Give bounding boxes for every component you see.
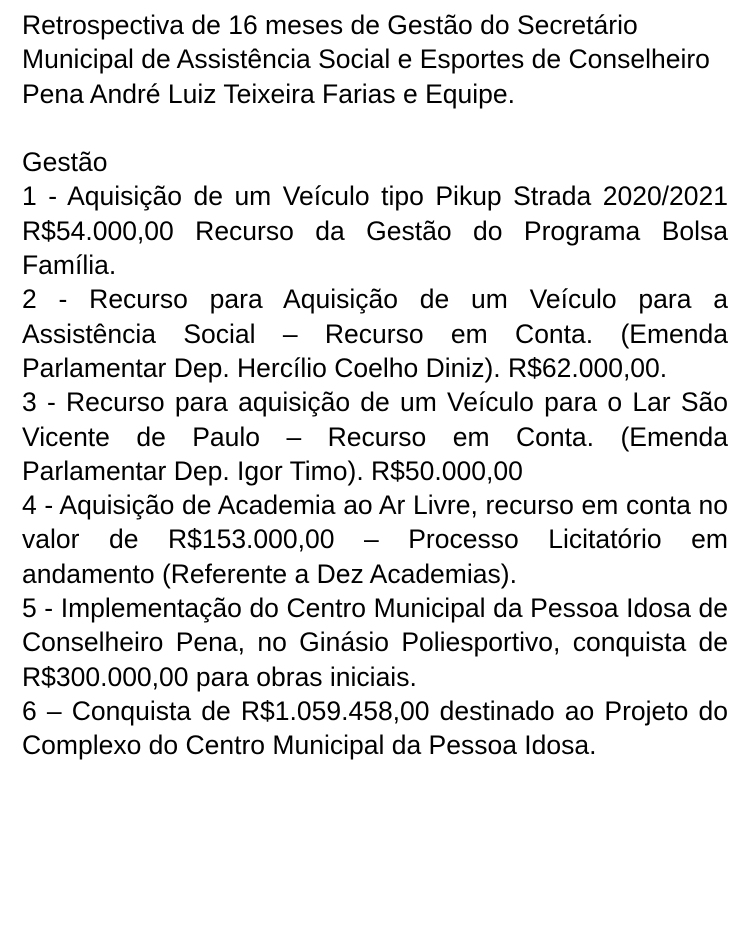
list-item: 2 - Recurso para Aquisição de um Veículo para a Assistência Social – Recurso em Conta. (Emenda Parlamentar Dep. Hercílio Coelho Diniz). R$62.000,00. <box>22 284 728 383</box>
list-item: 6 – Conquista de R$1.059.458,00 destinado ao Projeto do Complexo do Centro Municipal da Pessoa Idosa. <box>22 695 728 761</box>
section-heading: Gestão <box>22 147 108 178</box>
list-item: 3 - Recurso para aquisição de um Veículo para o Lar São Vicente de Paulo – Recurso em Conta. (Emenda Parlamentar Dep. Igor Timo). R$50.000,00 <box>22 387 728 486</box>
list-item: 5 - Implementação do Centro Municipal da Pessoa Idosa de Conselheiro Pena, no Ginásio Poliesportivo, conquista de R$300.000,00 para obras iniciais. <box>22 593 728 692</box>
list-item: 4 - Aquisição de Academia ao Ar Livre, recurso em conta no valor de R$153.000,00 – Processo Licitatório em andamento (Referente a Dez Academias). <box>22 490 728 589</box>
list-item: 1 - Aquisição de um Veículo tipo Pikup Strada 2020/2021 R$54.000,00 Recurso da Gestão do Programa Bolsa Família. <box>22 181 728 281</box>
blank-line <box>22 111 728 145</box>
document-body <box>22 8 728 763</box>
document-title: Retrospectiva de 16 meses de Gestão do Secretário Municipal de Assistência Social e Esportes de Conselheiro Pena André Luiz Teixeira Farias e Equipe. <box>22 10 710 109</box>
